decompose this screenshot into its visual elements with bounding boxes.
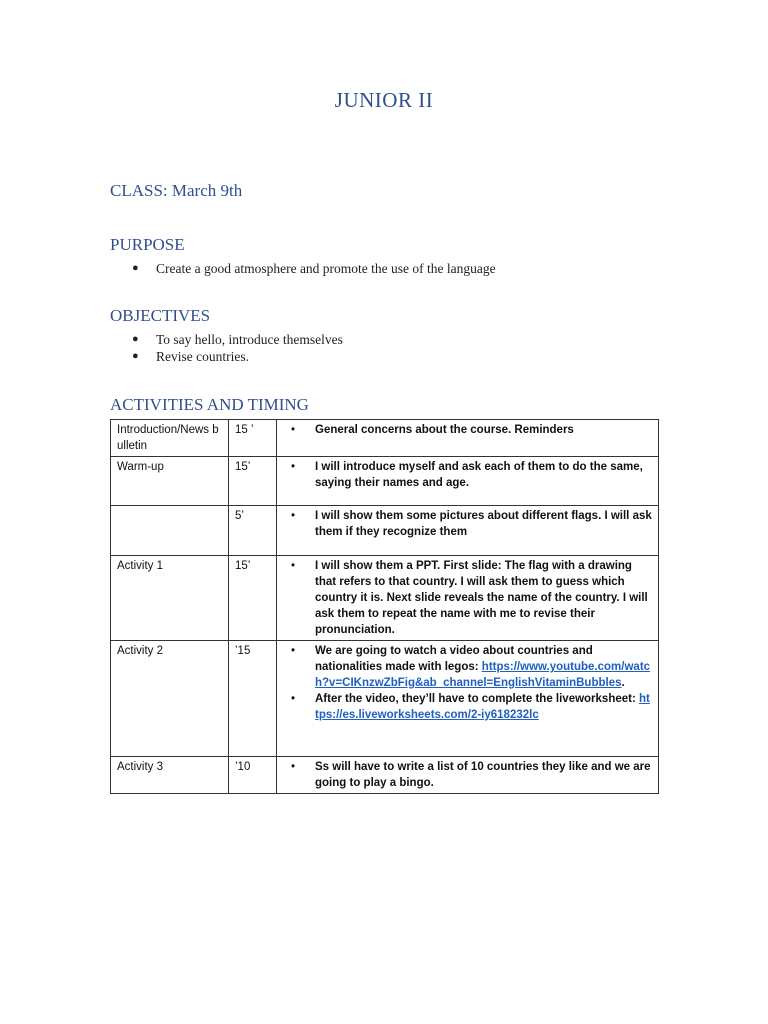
list-item: • After the video, they’ll have to complete the liveworksheet: https://es.liveworksheets.com/2-iy618232lc	[291, 693, 650, 721]
purpose-heading: PURPOSE	[110, 235, 185, 254]
activity-time-cell: 15’	[229, 556, 277, 641]
activity-time-cell: ’10	[229, 757, 277, 794]
bullet-icon: •	[291, 693, 296, 705]
bullet-icon: ●	[132, 350, 139, 362]
bullet-icon: •	[291, 645, 296, 657]
purpose-list	[110, 260, 496, 277]
activity-description-cell	[277, 757, 659, 794]
activity-description-cell	[277, 457, 659, 506]
bullet-icon: •	[291, 461, 296, 473]
class-heading: CLASS: March 9th	[110, 181, 243, 200]
bullet-icon: ●	[132, 333, 139, 345]
activity-name-cell	[111, 506, 229, 556]
document-title: JUNIOR II	[334, 88, 434, 112]
list-item: • General concerns about the course. Reminders	[291, 424, 574, 436]
list-item: • I will introduce myself and ask each of them to do the same, saying their names and age.	[291, 461, 643, 489]
bullet-icon: ●	[132, 262, 139, 274]
youtube-video-link[interactable]: https://www.youtube.com/watch?v=CIKnzwZbFig&ab_channel=EnglishVitaminBubbles	[315, 661, 651, 689]
list-item: ● Revise countries.	[132, 349, 249, 364]
activity-name-cell: Activity 1	[111, 556, 229, 641]
list-item: • I will show them some pictures about different flags. I will ask them if they recognize them	[291, 510, 652, 538]
bullet-icon: •	[291, 560, 296, 572]
list-item: ● To say hello, introduce themselves	[132, 332, 343, 347]
activity-description-cell	[277, 420, 659, 457]
activity-time-cell: ’15	[229, 641, 277, 757]
activity-time-cell: 15’	[229, 457, 277, 506]
liveworksheet-link[interactable]: https://es.liveworksheets.com/2-iy618232lc	[315, 693, 650, 721]
table-row	[111, 420, 659, 457]
activity-name-cell: Introduction/News bulletin	[111, 420, 229, 457]
activities-table	[110, 419, 659, 794]
activity-time-cell: 5’	[229, 506, 277, 556]
list-item: • I will show them a PPT. First slide: The flag with a drawing that refers to that country. I will ask them to guess which country it is. Next slide reveals the name of the country. I will ask them to repeat the name with me to revise their pronunciation.	[291, 560, 648, 636]
table-row	[111, 506, 659, 556]
table-row	[111, 457, 659, 506]
activity-name-cell: Activity 3	[111, 757, 229, 794]
table-row	[111, 556, 659, 641]
bullet-icon: •	[291, 424, 296, 436]
bullet-icon: •	[291, 510, 296, 522]
table-row	[111, 641, 659, 757]
activity-description-cell	[277, 641, 659, 757]
table-row	[111, 757, 659, 794]
activity-description-cell	[277, 506, 659, 556]
activity-description-cell	[277, 556, 659, 641]
activities-heading: ACTIVITIES AND TIMING	[110, 395, 309, 414]
list-item: • Ss will have to write a list of 10 countries they like and we are going to play a bingo.	[291, 761, 651, 789]
list-item: • We are going to watch a video about countries and nationalities made with legos: https://www.youtube.com/watch?v=CIKnzwZbFig&ab_channel=EnglishVitaminBubbles.	[291, 645, 651, 689]
list-item: ● Create a good atmosphere and promote the use of the language	[132, 261, 496, 276]
activity-name-cell: Activity 2	[111, 641, 229, 757]
objectives-heading: OBJECTIVES	[110, 306, 211, 325]
activity-name-cell: Warm-up	[111, 457, 229, 506]
activity-time-cell: 15 ’	[229, 420, 277, 457]
bullet-icon: •	[291, 761, 296, 773]
objectives-list	[110, 331, 343, 365]
